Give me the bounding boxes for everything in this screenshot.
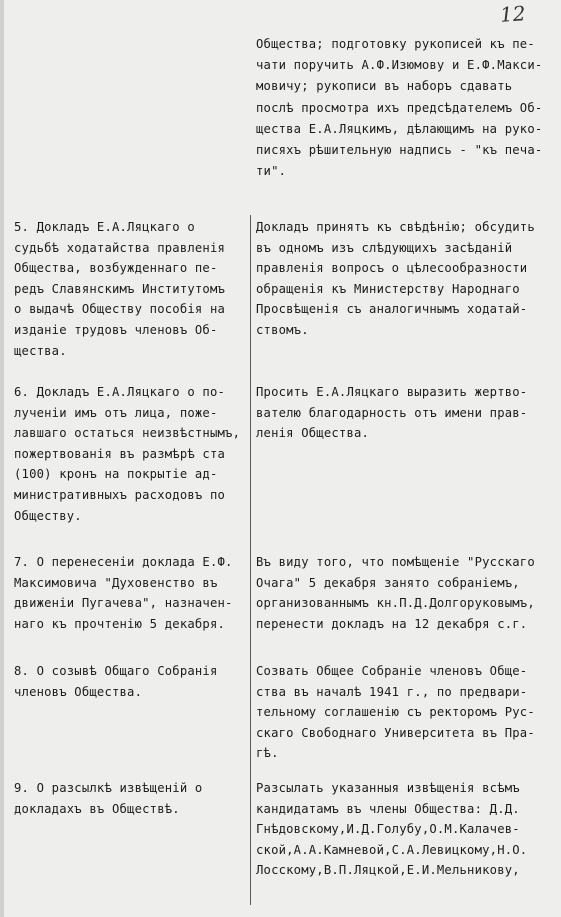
- item-resolution-line: ленія Общества.: [256, 426, 370, 441]
- item-topic-line: изданіе трудовъ членовъ Об-: [14, 323, 218, 337]
- item-topic-line: 8. О созывѣ Общаго Собранія: [14, 664, 218, 678]
- item-topic-line: Максимовича "Духовенство въ: [14, 575, 218, 590]
- item-topic-line: членовъ Общества.: [14, 684, 143, 699]
- item-resolution-line: Просить Е.А.Ляцкаго выразить жертво-: [256, 385, 528, 399]
- continuation-line: мовичу; рукописи въ наборъ сдавать: [256, 79, 513, 94]
- item-resolution-line: Просвѣщенія съ аналогичнымъ ходатай-: [256, 302, 528, 317]
- continuation-line: ти".: [256, 164, 287, 179]
- item-resolution-line: вателю благодарность отъ имени прав-: [256, 405, 528, 420]
- item-topic-line: 7. О перенесеніи доклада Е.Ф.: [14, 555, 233, 569]
- item-resolution-line: ствомъ.: [256, 323, 309, 337]
- item-topic-line: наго къ прочтенію 5 декабря.: [14, 616, 226, 631]
- item-resolution-line: ской,А.А.Камневой,С.А.Левицкому,Н.О.: [256, 842, 528, 857]
- item-topic-line: щества.: [14, 343, 67, 358]
- item-resolution-line: Созвать Общее Собраніе членовъ Обще-: [256, 664, 528, 678]
- item-resolution-line: организованнымъ кн.П.Д.Долгоруковымъ,: [256, 596, 535, 611]
- item-topic-line: Обществу.: [14, 508, 82, 523]
- continuation-line: Общества; подготовку рукописей къ пе-: [256, 37, 535, 51]
- continuation-line: чати поручить А.Ф.Изюмову и Е.Ф.Макси-: [256, 58, 543, 73]
- item-topic-line: (100) кронъ на покрытіе ад-: [14, 467, 218, 482]
- item-resolution-line: гѣ.: [256, 746, 279, 761]
- item-topic-line: министративныхъ расходовъ по: [14, 488, 226, 502]
- continuation-line: послѣ просмотра ихъ предсѣдателемъ Об-: [256, 100, 543, 115]
- item-topic-line: движеніи Пугачева", назначен-: [14, 596, 233, 611]
- item-topic-line: 5. Докладъ Е.А.Ляцкаго о: [14, 220, 195, 234]
- item-resolution-line: правленія вопросъ о цѣлесообразности: [256, 261, 528, 276]
- continuation-line: писяхъ рѣшительную надпись - "къ печа-: [256, 143, 543, 157]
- item-topic-line: 6. Докладъ Е.А.Ляцкаго о по-: [14, 385, 226, 399]
- item-topic-line: судьбѣ ходатайства правленія: [14, 240, 226, 255]
- item-topic-line: о выдачѣ Обществу пособія на: [14, 302, 226, 317]
- item-topic-line: лученіи имъ отъ лица, поже-: [14, 405, 218, 420]
- item-topic-line: пожертвованія въ размѣрѣ ста: [14, 446, 226, 461]
- item-topic-line: редъ Славянскимъ Институтомъ: [14, 281, 226, 296]
- item-topic-line: лавшаго остаться неизвѣстнымъ,: [14, 426, 241, 441]
- item-resolution-line: Гнѣдовскому,И.Д.Голубу,О.М.Калачев-: [256, 822, 520, 837]
- item-resolution-line: тельному соглашенію съ ректоромъ Рус-: [256, 705, 535, 720]
- item-resolution-line: Разсылать указанныя извѣщенія всѣмъ: [256, 781, 520, 795]
- page-number: 12: [499, 1, 527, 27]
- item-resolution-line: Докладъ принятъ къ свѣдѣнію; обсудить: [256, 220, 535, 234]
- item-resolution-line: перенести докладъ на 12 декабря с.г.: [256, 616, 528, 631]
- continuation-line: щества Е.А.Ляцкимъ, дѣлающимъ на руко-: [256, 121, 543, 136]
- item-topic-line: докладахъ въ Обществѣ.: [14, 801, 180, 816]
- page-edge-shadow: [0, 0, 4, 917]
- item-resolution-line: Въ виду того, что помѣщеніе "Русскаго: [256, 555, 535, 569]
- item-resolution-line: Очага" 5 декабря занято собраніемъ,: [256, 575, 520, 590]
- column-divider: [250, 215, 251, 905]
- item-topic-line: 9. О разсылкѣ извѣщеній о: [14, 781, 203, 795]
- item-resolution-line: Лосскому,В.П.Ляцкой,Е.И.Мельникову,: [256, 863, 520, 878]
- item-resolution-line: скаго Свободнаго Университета въ Пра-: [256, 725, 535, 740]
- item-resolution-line: обращенія къ Министерству Народнаго: [256, 281, 520, 296]
- item-topic-line: Общества, возбужденнаго пе-: [14, 261, 218, 276]
- item-resolution-line: ства въ началѣ 1941 г., по предвари-: [256, 684, 528, 699]
- item-resolution-line: кандидатамъ въ члены Общества: Д.Д.: [256, 801, 520, 816]
- item-resolution-line: въ одномъ изъ слѣдующихъ засѣданій: [256, 240, 513, 255]
